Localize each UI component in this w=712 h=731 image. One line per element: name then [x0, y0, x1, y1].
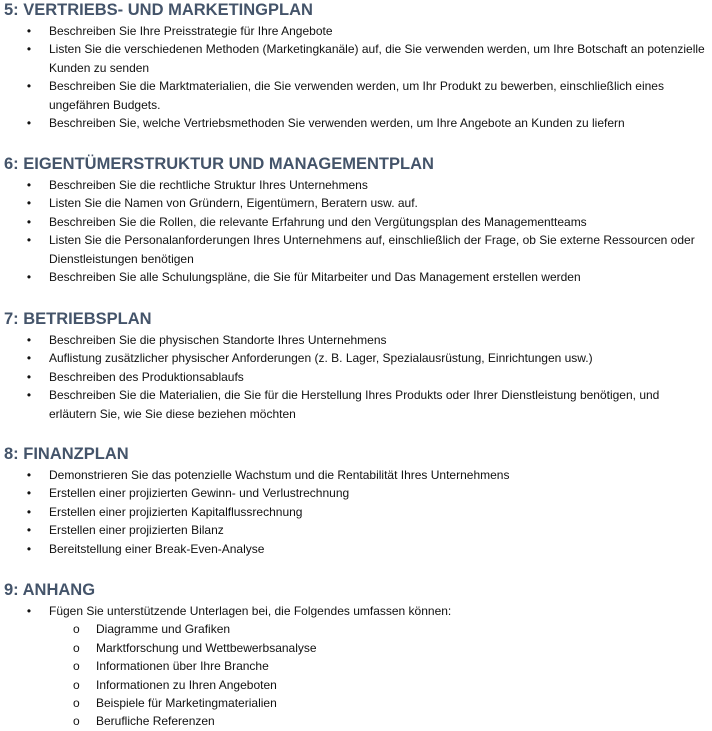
bullet-icon: • [26, 214, 32, 229]
bullet-icon: • [26, 270, 32, 285]
bullet-icon: • [26, 196, 32, 211]
list-item [0, 176, 712, 194]
sub-list-item [0, 620, 706, 638]
sub-list-item-text: Beispiele für Marketingmaterialien [96, 696, 277, 711]
sub-list-item [0, 676, 706, 694]
list-item [0, 602, 712, 731]
sub-list-item [0, 712, 706, 730]
list-item [0, 466, 712, 484]
bullet-icon: • [26, 468, 32, 482]
circle-bullet-icon: o [73, 677, 80, 692]
sub-list-item [0, 694, 706, 712]
list-item-text: Beschreiben Sie die Materialien, die Sie für die Herstellung Ihres Produkts oder Ihrer Dienstleistung benötigen, und erläutern Sie, wie Sie diese beziehen möchten [49, 388, 660, 421]
list-item-text: Demonstrieren Sie das potenzielle Wachstum und die Rentabilität Ihres Unternehmens [49, 468, 510, 482]
section-heading: 6: EIGENTÜMERSTRUKTUR UND MANAGEMENTPLAN [4, 155, 434, 173]
list-item-text: Beschreiben Sie die rechtliche Struktur Ihres Unternehmens [49, 178, 368, 192]
circle-bullet-icon: o [73, 622, 80, 637]
section-anhang [0, 580, 712, 731]
list-item [0, 22, 712, 40]
list-item-text: Beschreiben des Produktionsablaufs [49, 369, 244, 384]
bullet-icon: • [26, 233, 32, 248]
bullet-icon: • [26, 369, 32, 384]
list-item [0, 349, 712, 367]
section-betriebsplan [0, 309, 712, 423]
circle-bullet-icon: o [73, 640, 80, 655]
bullet-icon: • [26, 79, 32, 94]
list-item [0, 521, 712, 539]
list-item-text: Beschreiben Sie, welche Vertriebsmethoden Sie verwenden werden, um Ihre Angebote an Kunden zu liefern [49, 116, 625, 131]
section-finanzplan [0, 444, 712, 558]
bullet-icon: • [26, 504, 32, 519]
bullet-icon: • [26, 523, 32, 538]
bullet-icon: • [26, 351, 32, 366]
list-item [0, 231, 712, 268]
bullet-icon: • [26, 486, 32, 501]
list-item [0, 484, 712, 502]
sub-list-item-text: Berufliche Referenzen [96, 714, 215, 729]
section-heading: 5: VERTRIEBS- UND MARKETINGPLAN [4, 1, 313, 19]
list-item [0, 368, 712, 386]
bullet-list [0, 22, 712, 132]
sub-list-item-text: Informationen zu Ihren Angeboten [96, 677, 277, 692]
sub-list-item-text: Informationen über Ihre Branche [96, 659, 269, 674]
sub-list-item [0, 657, 706, 675]
list-item [0, 386, 712, 423]
bullet-icon: • [26, 388, 32, 403]
bullet-list [0, 466, 712, 558]
bullet-list [0, 331, 712, 423]
list-item [0, 114, 712, 132]
list-item [0, 194, 712, 212]
list-item-text: Listen Sie die Namen von Gründern, Eigentümern, Beratern usw. auf. [49, 196, 418, 211]
circle-bullet-icon: o [73, 714, 80, 729]
list-item [0, 331, 712, 349]
list-item-text: Beschreiben Sie Ihre Preisstrategie für Ihre Angebote [49, 24, 333, 38]
list-item [0, 213, 712, 231]
list-item [0, 540, 712, 558]
bullet-icon: • [26, 42, 32, 57]
list-item-text: Listen Sie die Personalanforderungen Ihres Unternehmens auf, einschließlich der Frage, ob Sie externe Ressourcen oder Dienstleistungen benötigen [49, 233, 695, 266]
sub-list-item [0, 639, 706, 657]
bullet-icon: • [26, 333, 32, 347]
list-item [0, 268, 712, 286]
list-item-text: Beschreiben Sie die Rollen, die relevante Erfahrung und den Vergütungsplan des Managementteams [49, 214, 587, 229]
list-item-text: Bereitstellung einer Break-Even-Analyse [49, 541, 265, 556]
list-item-text: Auflistung zusätzlicher physischer Anforderungen (z. B. Lager, Spezialausrüstung, Einrichtungen usw.) [49, 351, 593, 366]
bullet-list [0, 602, 712, 731]
sub-bullet-list [0, 620, 706, 730]
list-item-text: Beschreiben Sie alle Schulungspläne, die Sie für Mitarbeiter und Das Management erstellen werden [49, 270, 581, 285]
list-item-text: Listen Sie die verschiedenen Methoden (Marketingkanäle) auf, die Sie verwenden werden, um Ihre Botschaft an potenzielle Kunden zu senden [49, 42, 705, 75]
section-eigentuemerstruktur [0, 154, 712, 286]
bullet-icon: • [26, 24, 32, 38]
section-vertriebs-marketingplan [0, 0, 712, 132]
list-item-text: Beschreiben Sie die Marktmaterialien, die Sie verwenden werden, um Ihr Produkt zu bewerben, einschließlich eines ungefähren Budgets. [49, 79, 664, 112]
bullet-icon: • [26, 178, 32, 192]
list-item-text: Fügen Sie unterstützende Unterlagen bei, die Folgendes umfassen können: [49, 604, 452, 618]
bullet-icon: • [26, 604, 32, 618]
list-item [0, 503, 712, 521]
section-heading: 8: FINANZPLAN [4, 445, 129, 463]
list-item-text: Erstellen einer projizierten Gewinn- und Verlustrechnung [49, 486, 350, 501]
list-item [0, 40, 712, 77]
circle-bullet-icon: o [73, 696, 80, 711]
sub-list-item-text: Diagramme und Grafiken [96, 622, 231, 637]
section-heading: 9: ANHANG [4, 581, 96, 599]
list-item [0, 77, 712, 114]
section-heading: 7: BETRIEBSPLAN [4, 310, 152, 328]
circle-bullet-icon: o [73, 659, 80, 674]
list-item-text: Erstellen einer projizierten Bilanz [49, 523, 224, 538]
bullet-icon: • [26, 116, 32, 131]
list-item-text: Beschreiben Sie die physischen Standorte Ihres Unternehmens [49, 333, 387, 347]
sub-list-item-text: Marktforschung und Wettbewerbsanalyse [96, 640, 317, 655]
bullet-icon: • [26, 541, 32, 556]
bullet-list [0, 176, 712, 286]
list-item-text: Erstellen einer projizierten Kapitalflussrechnung [49, 504, 303, 519]
